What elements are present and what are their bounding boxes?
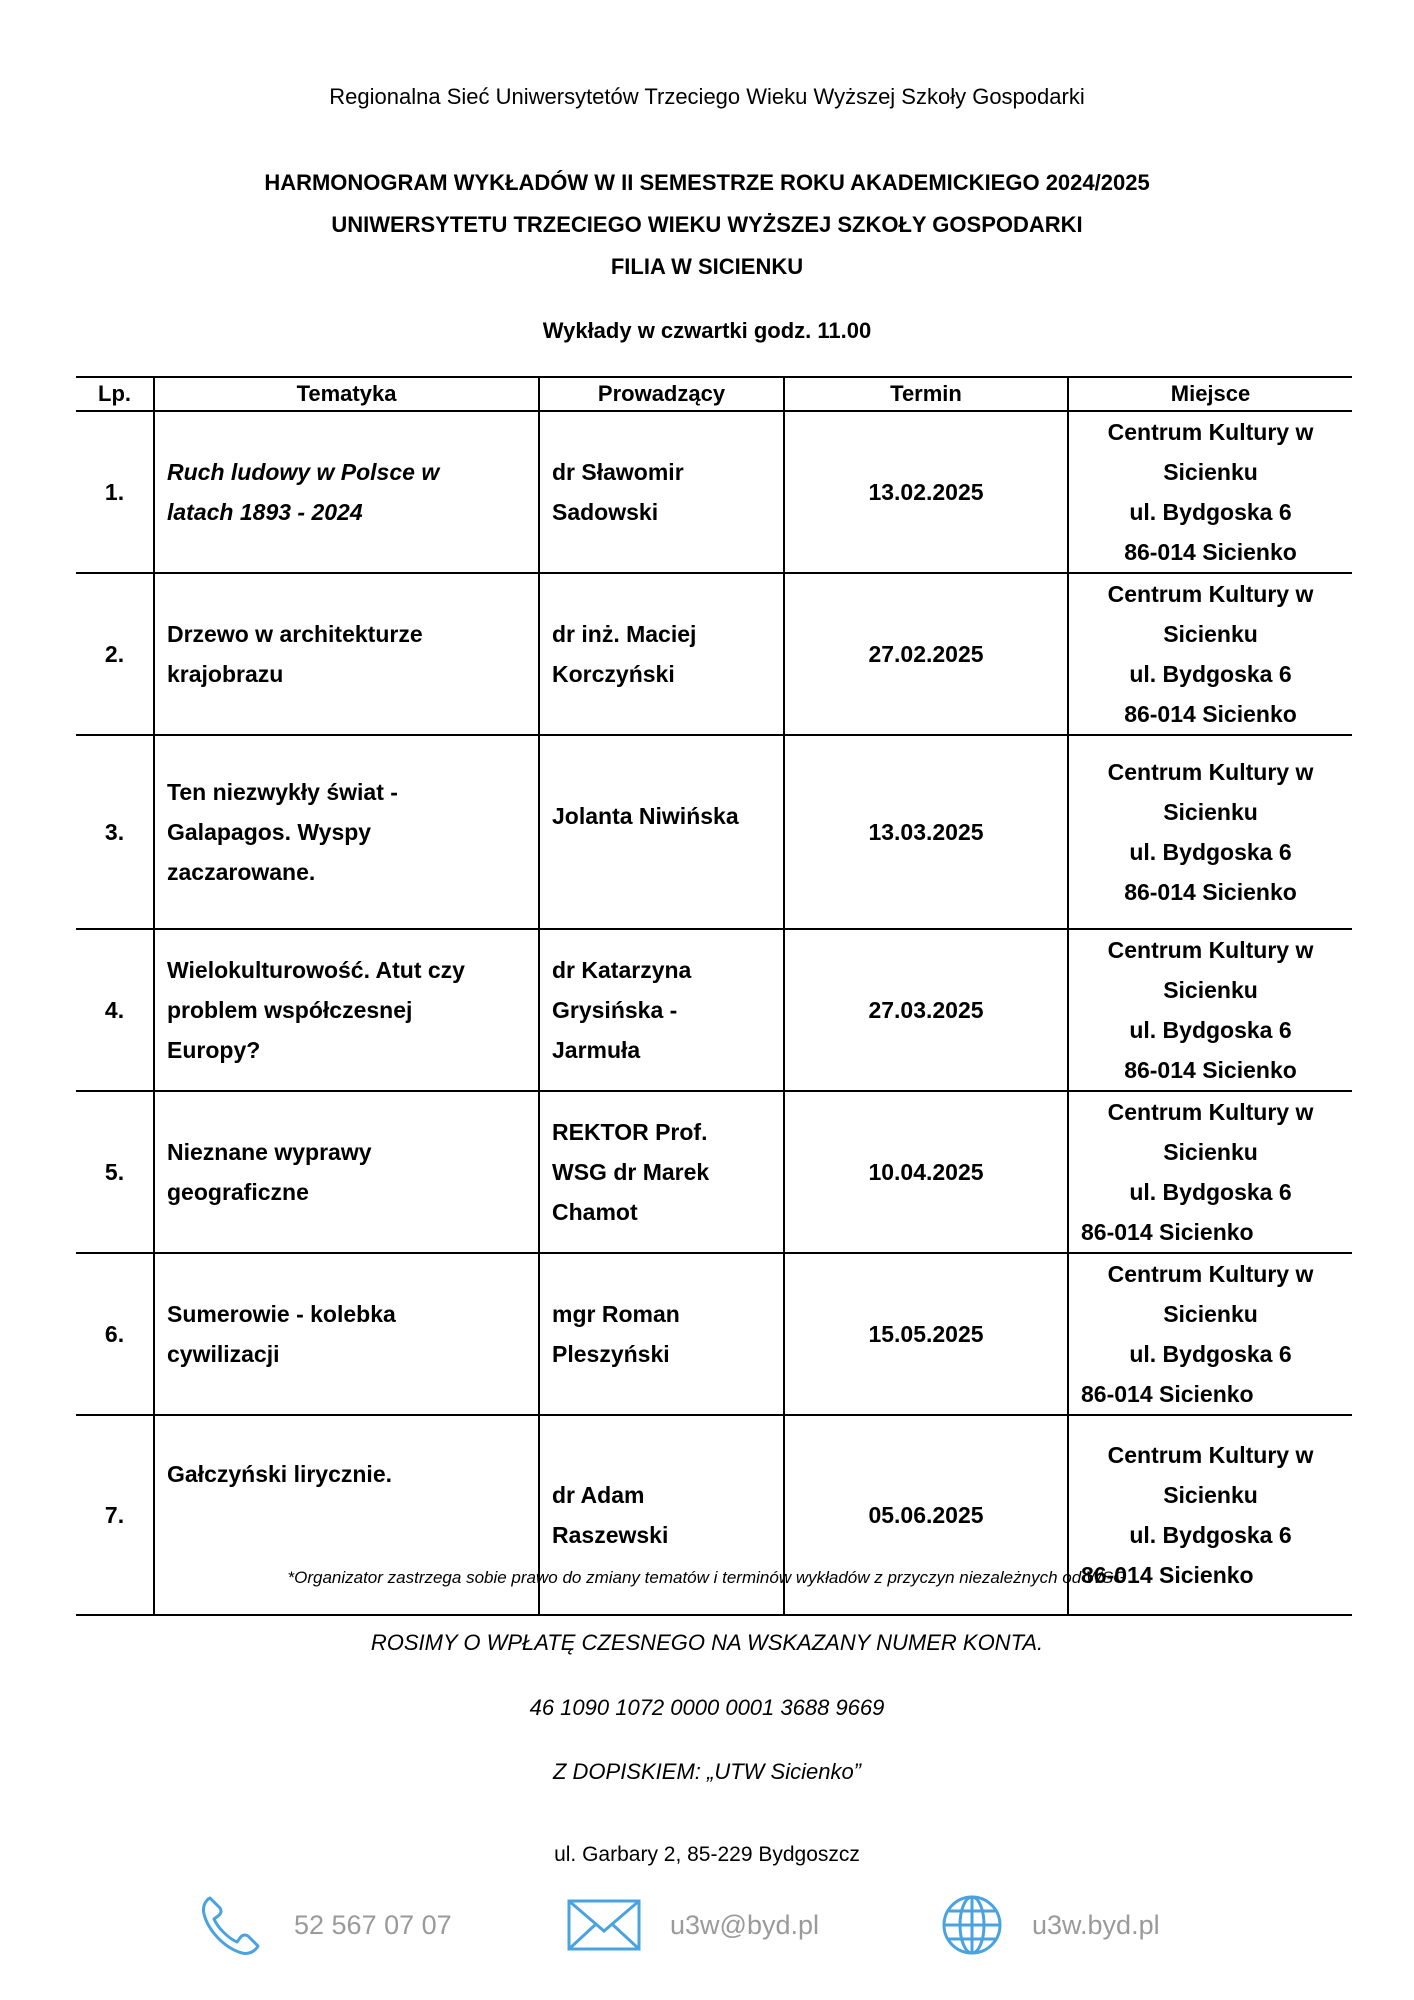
place-line: 86-014 Sicienko (1124, 539, 1297, 565)
topic-line: Europy? (167, 1037, 261, 1063)
row-number: 6. (76, 1253, 154, 1415)
place-line: Centrum Kultury w (1107, 759, 1314, 785)
topic-line: Ruch ludowy w Polsce w (167, 459, 440, 485)
header-date: Termin (784, 377, 1068, 411)
lecturer-cell (539, 1253, 784, 1415)
lecturer-cell (539, 929, 784, 1091)
email-address: u3w@byd.pl (670, 1909, 819, 1940)
row-number: 7. (76, 1415, 154, 1615)
place-cell (1068, 735, 1352, 929)
lecturer-line: dr Sławomir (552, 459, 684, 485)
topic-line: Nieznane wyprawy (167, 1139, 372, 1165)
place-line: Centrum Kultury w (1107, 1442, 1314, 1468)
place-cell (1068, 573, 1352, 735)
row-number: 1. (76, 411, 154, 573)
lecturer-line: dr Adam (552, 1482, 645, 1508)
place-line: Sicienku (1163, 799, 1258, 825)
website-address: u3w.byd.pl (1032, 1909, 1160, 1940)
place-line: 86-014 Sicienko (1081, 1381, 1254, 1407)
place-cell (1068, 1253, 1352, 1415)
lecturer-cell (539, 411, 784, 573)
organization-name: Regionalna Sieć Uniwersytetów Trzeciego Wieku Wyższej Szkoły Gospodarki (329, 84, 1085, 109)
place-line: Centrum Kultury w (1107, 581, 1314, 607)
row-number: 4. (76, 929, 154, 1091)
place-line: Sicienku (1163, 977, 1258, 1003)
lecturer-line: dr Katarzyna (552, 957, 692, 983)
payment-request: ROSIMY O WPŁATĘ CZESNEGO NA WSKAZANY NUMER KONTA. (370, 1630, 1044, 1655)
table-header-row (76, 377, 1352, 411)
globe-icon (940, 1893, 1004, 1957)
topic-line: latach 1893 - 2024 (167, 499, 363, 525)
payment-reference: Z DOPISKIEM: „UTW Sicienko” (552, 1759, 862, 1784)
lecturer-line: Chamot (552, 1199, 638, 1225)
phone-number: 52 567 07 07 (294, 1909, 452, 1940)
place-line: 86-014 Sicienko (1081, 1562, 1254, 1588)
topic-line: zaczarowane. (167, 859, 316, 885)
table-row (76, 735, 1352, 929)
postal-address: ul. Garbary 2, 85-229 Bydgoszcz (554, 1843, 860, 1866)
place-line: ul. Bydgoska 6 (1129, 839, 1292, 865)
table-row (76, 411, 1352, 573)
place-line: 86-014 Sicienko (1081, 1219, 1254, 1245)
date-cell: 13.02.2025 (784, 411, 1068, 573)
title-line-2: UNIWERSYTETU TRZECIEGO WIEKU WYŻSZEJ SZKOŁY GOSPODARKI (331, 212, 1083, 237)
topic-line: krajobrazu (167, 661, 284, 687)
topic-line: Galapagos. Wyspy (167, 819, 372, 845)
place-line: ul. Bydgoska 6 (1129, 1179, 1292, 1205)
title-line-1: HARMONOGRAM WYKŁADÓW W II SEMESTRZE ROKU AKADEMICKIEGO 2024/2025 (264, 170, 1150, 195)
place-line: ul. Bydgoska 6 (1129, 499, 1292, 525)
place-line: Sicienku (1163, 459, 1258, 485)
place-line: Sicienku (1163, 1301, 1258, 1327)
row-number: 3. (76, 735, 154, 929)
phone-icon (196, 1890, 266, 1960)
place-cell (1068, 1091, 1352, 1253)
place-line: Centrum Kultury w (1107, 1099, 1314, 1125)
topic-line: geograficzne (167, 1179, 309, 1205)
topic-cell (154, 1091, 539, 1253)
lecturer-line: Grysińska - (552, 997, 678, 1023)
header-place: Miejsce (1068, 377, 1352, 411)
schedule-table (76, 376, 1352, 1616)
topic-line: Gałczyński lirycznie. (167, 1461, 393, 1487)
lecturer-line: Sadowski (552, 499, 659, 525)
table-row (76, 573, 1352, 735)
header-lp: Lp. (76, 377, 154, 411)
lecturer-cell (539, 573, 784, 735)
date-cell: 27.02.2025 (784, 573, 1068, 735)
place-line: Sicienku (1163, 1139, 1258, 1165)
place-line: 86-014 Sicienko (1124, 701, 1297, 727)
disclaimer-note: *Organizator zastrzega sobie prawo do zmiany tematów i terminów wykładów z przyczyn niezależnych od WSG (287, 1568, 1127, 1587)
place-cell (1068, 411, 1352, 573)
topic-cell (154, 573, 539, 735)
lecturer-cell (539, 735, 784, 929)
date-cell: 13.03.2025 (784, 735, 1068, 929)
date-cell: 05.06.2025 (784, 1415, 1068, 1615)
topic-cell (154, 1253, 539, 1415)
place-line: ul. Bydgoska 6 (1129, 1522, 1292, 1548)
place-line: 86-014 Sicienko (1124, 1057, 1297, 1083)
contact-email (566, 1890, 819, 1960)
row-number: 2. (76, 573, 154, 735)
topic-cell (154, 411, 539, 573)
place-line: Centrum Kultury w (1107, 937, 1314, 963)
lecturer-line: Raszewski (552, 1522, 669, 1548)
bank-account-number: 46 1090 1072 0000 0001 3688 9669 (529, 1695, 885, 1720)
lecturer-line: mgr Roman (552, 1301, 680, 1327)
place-line: 86-014 Sicienko (1124, 879, 1297, 905)
lecturer-line: dr inż. Maciej (552, 621, 697, 647)
header-topic: Tematyka (154, 377, 539, 411)
place-line: ul. Bydgoska 6 (1129, 1017, 1292, 1043)
lecturer-line: Korczyński (552, 661, 675, 687)
header-lecturer: Prowadzący (539, 377, 784, 411)
place-line: ul. Bydgoska 6 (1129, 661, 1292, 687)
topic-line: Sumerowie - kolebka (167, 1301, 396, 1327)
topic-cell (154, 929, 539, 1091)
contact-phone (196, 1890, 452, 1960)
table-row (76, 1091, 1352, 1253)
date-cell: 27.03.2025 (784, 929, 1068, 1091)
table-row (76, 1253, 1352, 1415)
place-line: Centrum Kultury w (1107, 1261, 1314, 1287)
contact-website (940, 1890, 1160, 1960)
lecturer-line: REKTOR Prof. (552, 1119, 708, 1145)
table-row (76, 929, 1352, 1091)
lecturer-line: WSG dr Marek (552, 1159, 710, 1185)
place-line: Centrum Kultury w (1107, 419, 1314, 445)
topic-line: Drzewo w architekturze (167, 621, 423, 647)
title-line-3: FILIA W SICIENKU (610, 254, 804, 279)
place-line: Sicienku (1163, 1482, 1258, 1508)
topic-line: problem współczesnej (167, 997, 413, 1023)
topic-cell (154, 735, 539, 929)
envelope-icon (566, 1897, 642, 1953)
topic-line: Wielokulturowość. Atut czy (167, 957, 465, 983)
lecture-time-subtitle: Wykłady w czwartki godz. 11.00 (542, 318, 872, 343)
lecturer-line: Jolanta Niwińska (552, 803, 739, 829)
place-cell (1068, 929, 1352, 1091)
topic-line: cywilizacji (167, 1341, 280, 1367)
topic-line: Ten niezwykły świat - (167, 779, 398, 805)
lecturer-cell (539, 1091, 784, 1253)
place-line: ul. Bydgoska 6 (1129, 1341, 1292, 1367)
date-cell: 15.05.2025 (784, 1253, 1068, 1415)
place-line: Sicienku (1163, 621, 1258, 647)
lecturer-line: Pleszyński (552, 1341, 670, 1367)
date-cell: 10.04.2025 (784, 1091, 1068, 1253)
row-number: 5. (76, 1091, 154, 1253)
lecturer-line: Jarmuła (552, 1037, 641, 1063)
